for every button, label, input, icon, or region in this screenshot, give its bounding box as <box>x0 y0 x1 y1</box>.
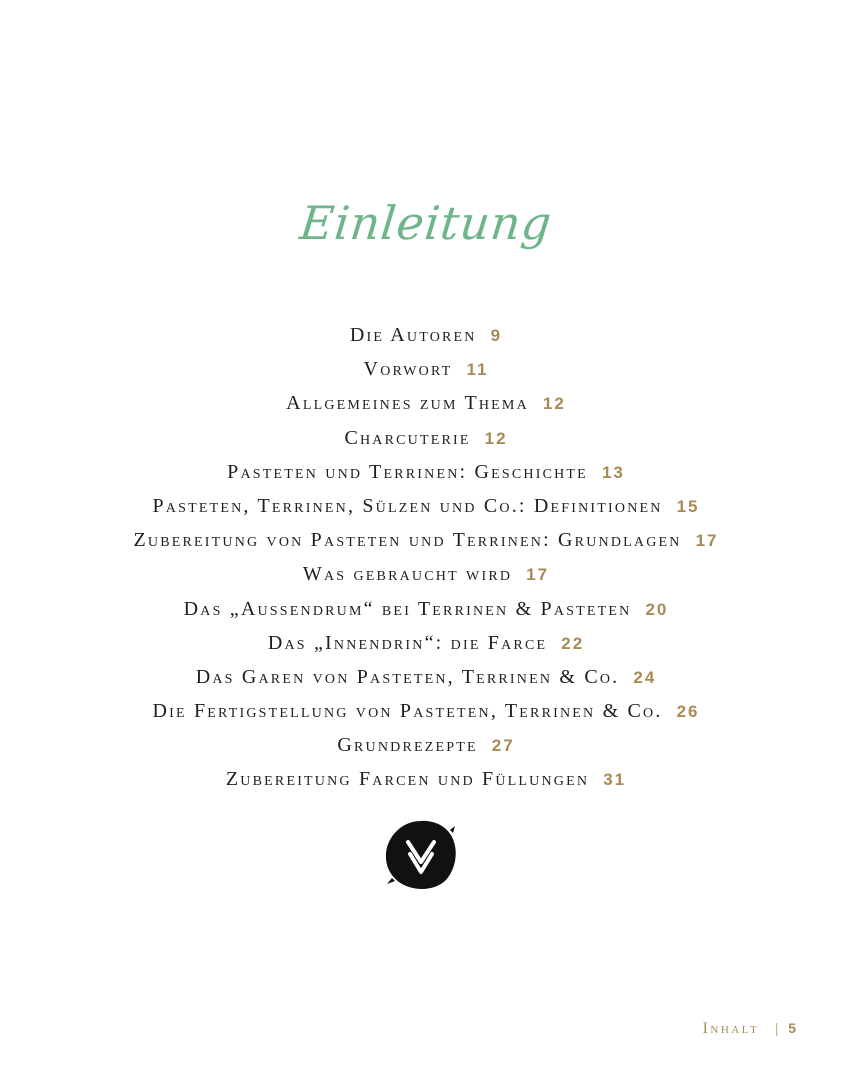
toc-entry[interactable] <box>0 660 852 694</box>
toc-entry-title: Charcuterie <box>344 426 471 449</box>
toc-entry-page: 15 <box>676 496 700 516</box>
toc-entry-title: Vorwort <box>363 358 453 381</box>
toc-entry-title: Pasteten und Terrinen: Geschichte <box>227 460 588 483</box>
toc-entry-title: Zubereitung von Pasteten und Terrinen: Grundlagen <box>133 529 682 552</box>
page-number: 5 <box>788 1020 796 1036</box>
toc-entry-page: 24 <box>633 667 657 687</box>
toc-entry[interactable] <box>0 592 852 626</box>
toc-entry-title: Zubereitung Farcen und Füllungen <box>225 768 590 791</box>
toc-entry-page: 11 <box>466 360 489 380</box>
toc-entry[interactable] <box>0 728 852 762</box>
toc-entry[interactable] <box>0 523 852 557</box>
toc-entry-page: 9 <box>490 326 503 345</box>
toc-entry-title: Allgemeines zum Thema <box>286 392 529 415</box>
footer-separator: | <box>775 1021 779 1037</box>
toc-entry-title: Die Autoren <box>349 324 477 346</box>
toc-entry-title: Das „Aussendrum“ bei Terrinen & Pasteten <box>183 597 632 620</box>
toc-entry[interactable] <box>0 762 852 796</box>
toc-entry-title: Die Fertigstellung von Pasteten, Terrinen & Co. <box>152 700 663 723</box>
toc-entry-page: 26 <box>676 702 700 722</box>
toc-entry-page: 27 <box>491 736 515 756</box>
toc-entry-page: 17 <box>526 565 550 585</box>
toc-entry-title: Das „Innendrin“: die Farce <box>267 631 548 654</box>
running-header-label: Inhalt <box>702 1020 760 1037</box>
toc-entry-title: Was gebraucht wird <box>302 563 513 586</box>
toc-entry-title: Pasteten, Terrinen, Sülzen und Co.: Definitionen <box>152 494 663 517</box>
toc-entry-page: 12 <box>542 394 566 414</box>
toc-entry-page: 12 <box>484 428 508 448</box>
toc-entry-page: 31 <box>603 770 627 790</box>
toc-entry[interactable] <box>0 626 852 660</box>
toc-entry[interactable] <box>0 318 852 352</box>
table-of-contents <box>0 318 852 797</box>
toc-entry-page: 13 <box>601 462 625 482</box>
toc-entry[interactable] <box>0 455 852 489</box>
toc-entry[interactable] <box>0 352 852 386</box>
toc-entry-title: Grundrezepte <box>337 734 478 757</box>
toc-entry[interactable] <box>0 557 852 591</box>
toc-entry-page: 22 <box>561 633 585 653</box>
toc-entry[interactable] <box>0 386 852 420</box>
page-footer <box>703 1020 796 1038</box>
toc-entry-page: 17 <box>695 531 719 551</box>
toc-entry[interactable] <box>0 489 852 523</box>
toc-entry[interactable] <box>0 421 852 455</box>
chapter-title: Einleitung <box>297 196 555 250</box>
toc-entry-title: Das Garen von Pasteten, Terrinen & Co. <box>195 665 620 688</box>
toc-entry-page: 20 <box>645 599 669 619</box>
toc-entry[interactable] <box>0 694 852 728</box>
chevron-v-logo-icon <box>384 818 458 892</box>
